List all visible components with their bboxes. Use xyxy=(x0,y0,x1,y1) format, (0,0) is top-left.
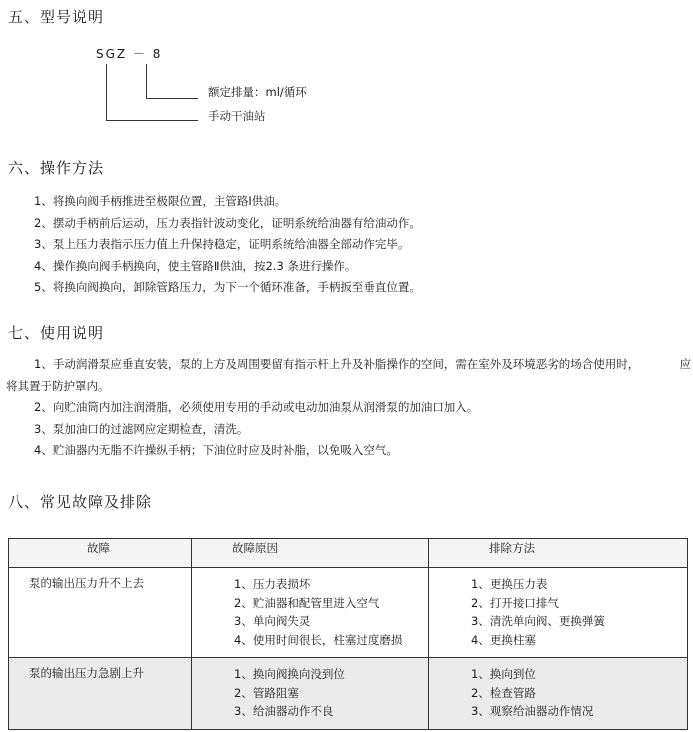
bracket-name-horizontal xyxy=(106,120,198,121)
fault-table xyxy=(8,538,688,730)
list-item: 3、泵加油口的过滤网应定期检查，清洗。 xyxy=(34,421,249,436)
fault-fixes xyxy=(429,568,688,658)
section-5-title: 五、型号说明 xyxy=(8,8,105,26)
list-item: 2、摆动手柄前后运动，压力表指针波动变化，证明系统给油器有给油动作。 xyxy=(34,215,421,230)
list-item: 1、压力表损坏 xyxy=(234,577,311,591)
fault-fixes xyxy=(429,658,688,730)
fault-name: 泵的输出压力急剧上升 xyxy=(9,658,192,730)
list-item: 3、给油器动作不良 xyxy=(234,704,334,718)
list-item: 2、贮油器和配管里进入空气 xyxy=(234,595,380,610)
usage-paragraph-1 xyxy=(0,354,693,376)
table-row xyxy=(9,568,688,658)
list-item: 1、将换向阀手柄推进至极限位置，主管路Ⅰ供油。 xyxy=(34,194,287,208)
list-item: 4、使用时间很长，柱塞过度磨损 xyxy=(234,632,403,647)
header-fix-label: 排除方法 xyxy=(489,541,535,555)
usage-paragraph-1-tail: 应 xyxy=(679,357,691,371)
bracket-name-vertical xyxy=(106,64,107,121)
bracket-volume-horizontal xyxy=(146,98,198,99)
header-cause-label: 故障原因 xyxy=(232,541,278,555)
header-fix xyxy=(429,539,688,568)
fault-name: 泵的输出压力升不上去 xyxy=(9,568,192,658)
header-fault xyxy=(9,539,192,568)
usage-paragraph-1-continued: 将其置于防护罩内。 xyxy=(6,378,110,393)
list-item: 1、更换压力表 xyxy=(471,577,548,591)
section-8-title: 八、常见故障及排除 xyxy=(8,493,153,511)
bracket-volume-vertical xyxy=(146,64,147,99)
header-cause xyxy=(192,539,429,568)
usage-paragraph-1-text: 1、手动润滑泵应垂直安装，泵的上方及周围要留有指示杆上升及补脂操作的空间，需在室外及环境恶劣的场合使用时， xyxy=(34,357,640,371)
usage-notes xyxy=(0,354,693,462)
fault-causes xyxy=(192,568,429,658)
list-item: 4、贮油器内无脂不许操纵手柄；下油位时应及时补脂，以免吸入空气。 xyxy=(34,443,398,458)
label-rated-volume: 额定排量：ml/循环 xyxy=(208,85,307,99)
list-item: 4、操作换向阀手柄换向，使主管路Ⅱ供油，按2.3 条进行操作。 xyxy=(34,258,357,273)
table-header-row xyxy=(9,539,688,568)
operation-steps xyxy=(34,191,421,299)
fault-causes xyxy=(192,658,429,730)
label-manual-station: 手动干油站 xyxy=(208,109,266,123)
list-item: 5、将换向阀换向，卸除管路压力，为下一个循环准备，手柄扳至垂直位置。 xyxy=(34,280,421,295)
model-code: SGZ － 8 xyxy=(96,47,163,61)
table-row xyxy=(9,658,688,730)
list-item: 2、管路阻塞 xyxy=(234,685,299,700)
header-fault-label: 故障 xyxy=(87,541,110,555)
list-item: 3、泵上压力表指示压力值上升保持稳定，证明系统给油器全部动作完毕。 xyxy=(34,237,410,252)
list-item: 1、换向阀换向没到位 xyxy=(234,667,345,681)
list-item: 1、换向到位 xyxy=(471,667,536,681)
list-item: 3、观察给油器动作情况 xyxy=(471,704,594,718)
list-item: 2、向贮油筒内加注润滑脂，必须使用专用的手动或电动加油泵从润滑泵的加油口加入。 xyxy=(34,400,479,415)
list-item: 3、清洗单向阀、更换弹簧 xyxy=(471,614,605,628)
section-7-title: 七、使用说明 xyxy=(8,324,105,342)
list-item: 3、单向阀失灵 xyxy=(234,614,311,628)
section-6-title: 六、操作方法 xyxy=(8,159,105,177)
list-item: 4、更换柱塞 xyxy=(471,632,536,647)
list-item: 2、检查管路 xyxy=(471,685,536,700)
list-item: 2、打开接口排气 xyxy=(471,595,559,610)
